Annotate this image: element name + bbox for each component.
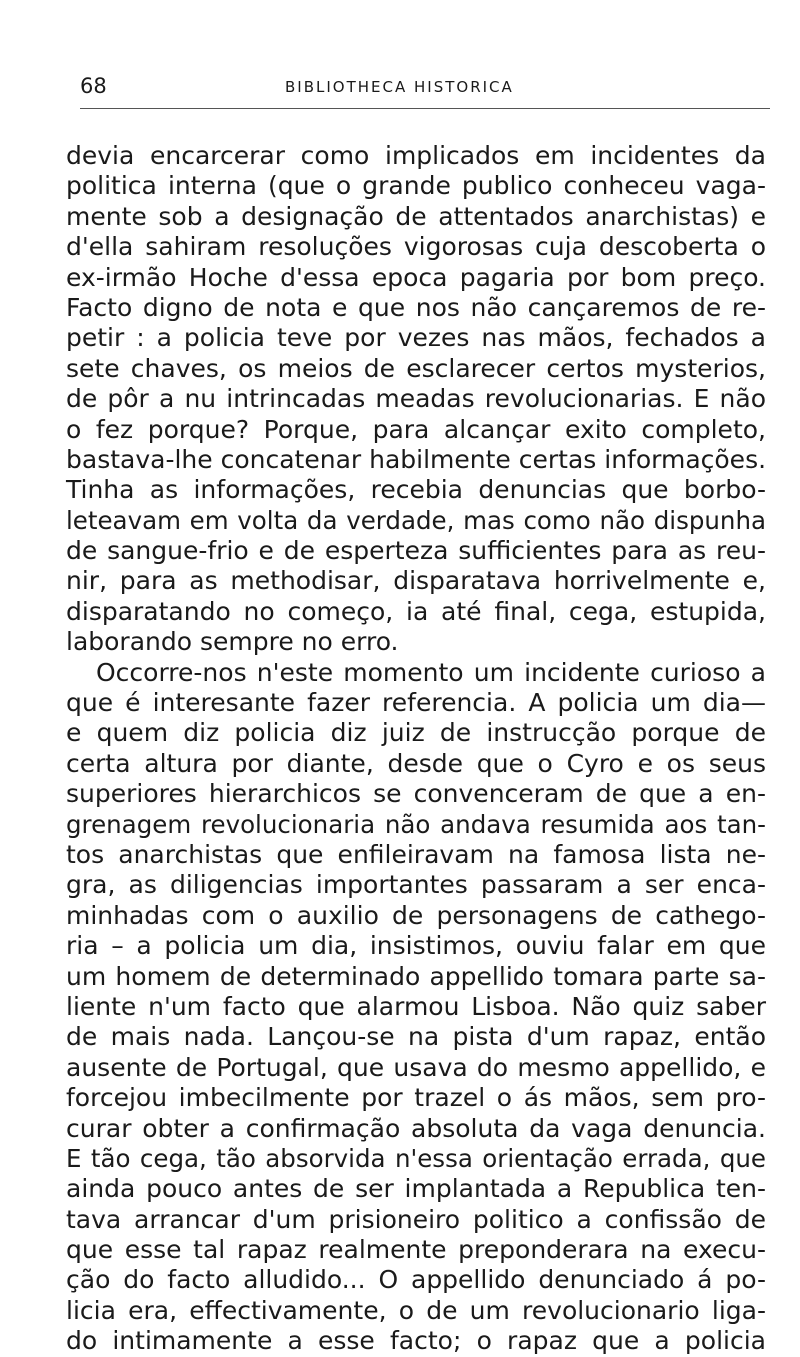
text-line: que é interesante fazer referencia. A policia um dia— <box>66 688 766 718</box>
text-line: leteavam em volta da verdade, mas como não dispunha <box>66 505 766 535</box>
text-line: devia encarcerar como implicados em incidentes da <box>66 141 766 170</box>
running-head: BIBLIOTHECA HISTORICA <box>285 78 514 96</box>
text-line: gra, as diligencias importantes passaram a ser enca- <box>66 870 766 900</box>
text-line: tava arrancar d'um prisioneiro politico a confissão de <box>66 1204 766 1234</box>
text-line: Occorre-nos n'este momento um incidente curioso a <box>96 657 766 687</box>
text-line: d'ella sahiram resoluções vigorosas cuja descoberta o <box>66 232 766 262</box>
text-line: sete chaves, os meios de esclarecer certos mysterios, <box>66 353 766 383</box>
text-line: minhadas com o auxilio de personagens de cathego- <box>66 900 766 930</box>
text-line: ainda pouco antes de ser implantada a Republica ten- <box>66 1174 766 1204</box>
text-line: licia era, effectivamente, o de um revolucionario liga- <box>66 1295 766 1325</box>
text-line: de pôr a nu intrincadas meadas revolucionarias. E não <box>66 384 766 414</box>
text-line: mente sob a designação de attentados anarchistas) e <box>66 201 766 231</box>
text-line: ausente de Portugal, que usava do mesmo appellido, e <box>66 1052 766 1082</box>
text-line: petir : a policia teve por vezes nas mãos, fechados a <box>66 323 766 353</box>
text-line: Facto digno de nota e que nos não cançaremos de re- <box>66 292 766 322</box>
text-line: grenagem revolucionaria não andava resumida aos tan- <box>66 809 766 839</box>
text-line: um homem de determinado appellido tomara parte sa- <box>66 961 766 991</box>
page-number: 68 <box>80 74 107 98</box>
text-line: tos anarchistas que enfileiravam na famosa lista ne- <box>66 839 766 869</box>
text-line: laborando sempre no erro. <box>66 627 399 657</box>
text-line: superiores hierarchicos se convenceram de que a en- <box>66 779 766 809</box>
header-rule <box>80 108 770 109</box>
text-line: nir, para as methodisar, disparatava horrivelmente e, <box>66 566 766 596</box>
text-line: de sangue-frio e de esperteza sufficientes para as reu- <box>66 536 766 566</box>
text-line: do intimamente a esse facto; o rapaz que a policia <box>66 1326 766 1356</box>
text-line: e quem diz policia diz juiz de instrucção porque de <box>66 718 766 748</box>
text-line: que esse tal rapaz realmente preponderara na execu- <box>66 1235 766 1265</box>
text-line: ex-irmão Hoche d'essa epoca pagaria por bom preço. <box>66 262 766 292</box>
page-header <box>80 72 770 100</box>
text-line: liente n'um facto que alarmou Lisboa. Não quiz saber <box>66 991 766 1021</box>
text-line: ria – a policia um dia, insistimos, ouviu falar em que <box>66 931 766 961</box>
text-line: politica interna (que o grande publico conheceu vaga- <box>66 171 766 201</box>
text-line: disparatando no começo, ia até final, cega, estupida, <box>66 596 766 626</box>
text-line: E tão cega, tão absorvida n'essa orientação errada, que <box>66 1143 766 1173</box>
text-line: forcejou imbecilmente por trazel o ás mãos, sem pro- <box>66 1083 766 1113</box>
text-line: curar obter a confirmação absoluta da vaga denuncia. <box>66 1113 766 1143</box>
text-line: Tinha as informações, recebia denuncias que borbo- <box>66 475 766 505</box>
body-text <box>66 141 766 1357</box>
text-line: bastava-lhe concatenar habilmente certas informações. <box>66 444 767 474</box>
text-line: de mais nada. Lançou-se na pista d'um rapaz, então <box>66 1022 766 1052</box>
text-line: ção do facto alludido... O appellido denunciado á po- <box>66 1265 766 1295</box>
text-line: o fez porque? Porque, para alcançar exito completo, <box>66 414 766 444</box>
text-line: certa altura por diante, desde que o Cyro e os seus <box>66 748 766 778</box>
